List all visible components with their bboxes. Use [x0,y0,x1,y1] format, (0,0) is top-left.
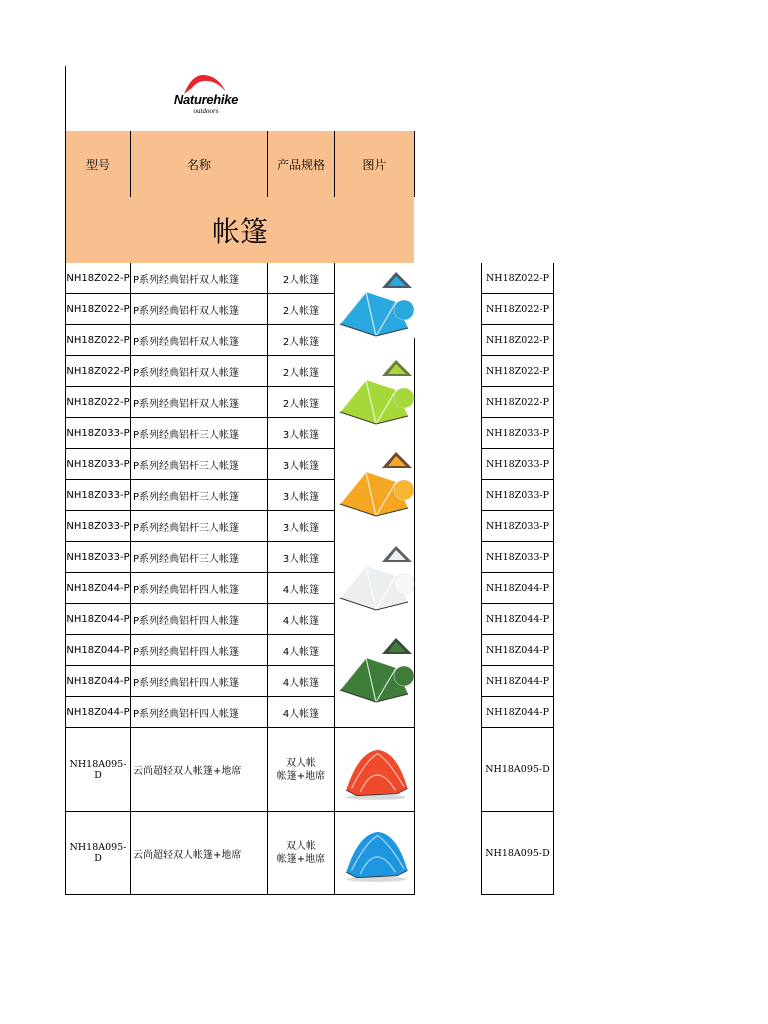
frame-right-line-top [414,131,415,197]
tent-skyblue-image [336,818,416,888]
code-cell: NH18Z033-P [485,552,550,563]
model-cell: NH18Z044-P [66,582,130,594]
header-spec: 产品规格 [276,157,325,172]
code-cell: NH18A095-D [485,764,550,776]
name-cell: P系列经典铝杆双人帐篷 [133,368,240,379]
spec-cell: 2人帐篷 [282,275,320,286]
code-cell: NH18Z022-P [485,304,550,315]
section-title: 帐篷 [211,215,268,248]
tent-skyblue-image-svg [336,818,416,888]
code-cell: NH18Z033-P [485,490,550,501]
name-cell: P系列经典铝杆双人帐篷 [133,337,240,348]
name-cell: P系列经典铝杆双人帐篷 [133,275,240,286]
tent-orange-image-svg [336,446,416,526]
spec-line-2: 帐篷+地席 [276,770,326,782]
name-cell: P系列经典铝杆三人帐篷 [133,430,240,441]
name-cell: P系列经典铝杆四人帐篷 [133,585,240,596]
tent-white-image [336,540,416,620]
name-cell: P系列经典铝杆双人帐篷 [133,399,240,410]
code-cell: NH18Z044-P [485,707,550,718]
code-cell: NH18Z022-P [485,397,550,408]
header-image: 图片 [362,157,387,172]
code-cell: NH18A095-D [485,847,550,859]
spec-line-2: 帐篷+地席 [276,854,326,866]
spec-cell: 4人帐篷 [282,585,320,596]
code-cell: NH18Z044-P [485,676,550,687]
tent-lime-image [336,354,416,434]
spec-cell: 3人帐篷 [282,492,320,503]
model-cell: NH18Z044-P [66,613,130,625]
tent-blue-image-svg [336,266,416,346]
tent-red-image [336,736,416,806]
name-cell: P系列经典铝杆四人帐篷 [133,647,240,658]
spec-cell: 2人帐篷 [282,306,320,317]
code-cell: NH18Z022-P [485,366,550,377]
tent-green-image [336,632,416,712]
name-cell: P系列经典铝杆四人帐篷 [133,678,240,689]
spec-cell: 2人帐篷 [282,399,320,410]
spec-cell: 3人帐篷 [282,554,320,565]
model-cell: NH18A095-D [69,758,127,781]
name-cell: P系列经典铝杆三人帐篷 [133,492,240,503]
spec-cell [268,812,334,896]
model-cell: NH18Z044-P [66,706,130,718]
model-cell: NH18Z033-P [66,458,130,470]
spec-cell: 3人帐篷 [282,523,320,534]
name-cell: 云尚超轻双人帐篷+地席 [133,849,242,861]
name-cell: 云尚超轻双人帐篷+地席 [133,766,242,778]
code-cell: NH18Z033-P [485,521,550,532]
model-cell: NH18Z022-P [66,396,130,408]
spec-cell: 3人帐篷 [282,430,320,441]
name-cell: P系列经典铝杆三人帐篷 [133,461,240,472]
spec-cell [268,728,334,812]
tent-lime-image-svg [336,354,416,434]
model-cell: NH18Z033-P [66,489,130,501]
model-cell: NH18Z033-P [66,551,130,563]
spec-cell: 2人帐篷 [282,368,320,379]
spec-line-1: 双人帐 [286,757,316,769]
code-cell: NH18Z022-P [485,273,550,284]
spec-cell: 4人帐篷 [282,678,320,689]
code-cell: NH18Z033-P [485,428,550,439]
name-cell: P系列经典铝杆三人帐篷 [133,554,240,565]
code-cell: NH18Z044-P [485,614,550,625]
spec-cell: 4人帐篷 [282,616,320,627]
name-cell: P系列经典铝杆四人帐篷 [133,709,240,720]
code-cell: NH18Z033-P [485,459,550,470]
code-cell: NH18Z044-P [485,583,550,594]
header-name: 名称 [186,157,211,172]
brand-name: Naturehike [173,92,239,107]
tent-green-image-svg [336,632,416,712]
tent-blue-image [336,266,416,346]
name-cell: P系列经典铝杆四人帐篷 [133,616,240,627]
tent-red-image-svg [336,736,416,806]
name-cell: P系列经典铝杆三人帐篷 [133,523,240,534]
header-model: 型号 [85,157,110,172]
model-cell: NH18Z033-P [66,427,130,439]
model-cell: NH18Z022-P [66,365,130,377]
spec-cell: 3人帐篷 [282,461,320,472]
name-cell: P系列经典铝杆双人帐篷 [133,306,240,317]
code-cell: NH18Z022-P [485,335,550,346]
spec-cell: 2人帐篷 [282,337,320,348]
spec-cell: 4人帐篷 [282,647,320,658]
spec-cell: 4人帐篷 [282,709,320,720]
model-cell: NH18Z022-P [66,303,130,315]
code-cell: NH18Z044-P [485,645,550,656]
model-cell: NH18Z044-P [66,675,130,687]
model-cell: NH18Z044-P [66,644,130,656]
model-cell: NH18Z022-P [66,334,130,346]
model-cell: NH18Z022-P [66,272,130,284]
brand-tagline: outdoors [193,107,219,115]
tent-orange-image [336,446,416,526]
model-cell: NH18A095-D [69,842,127,865]
model-cell: NH18Z033-P [66,520,130,532]
spec-line-1: 双人帐 [286,841,316,853]
naturehike-logo [168,72,244,118]
tent-white-image-svg [336,540,416,620]
